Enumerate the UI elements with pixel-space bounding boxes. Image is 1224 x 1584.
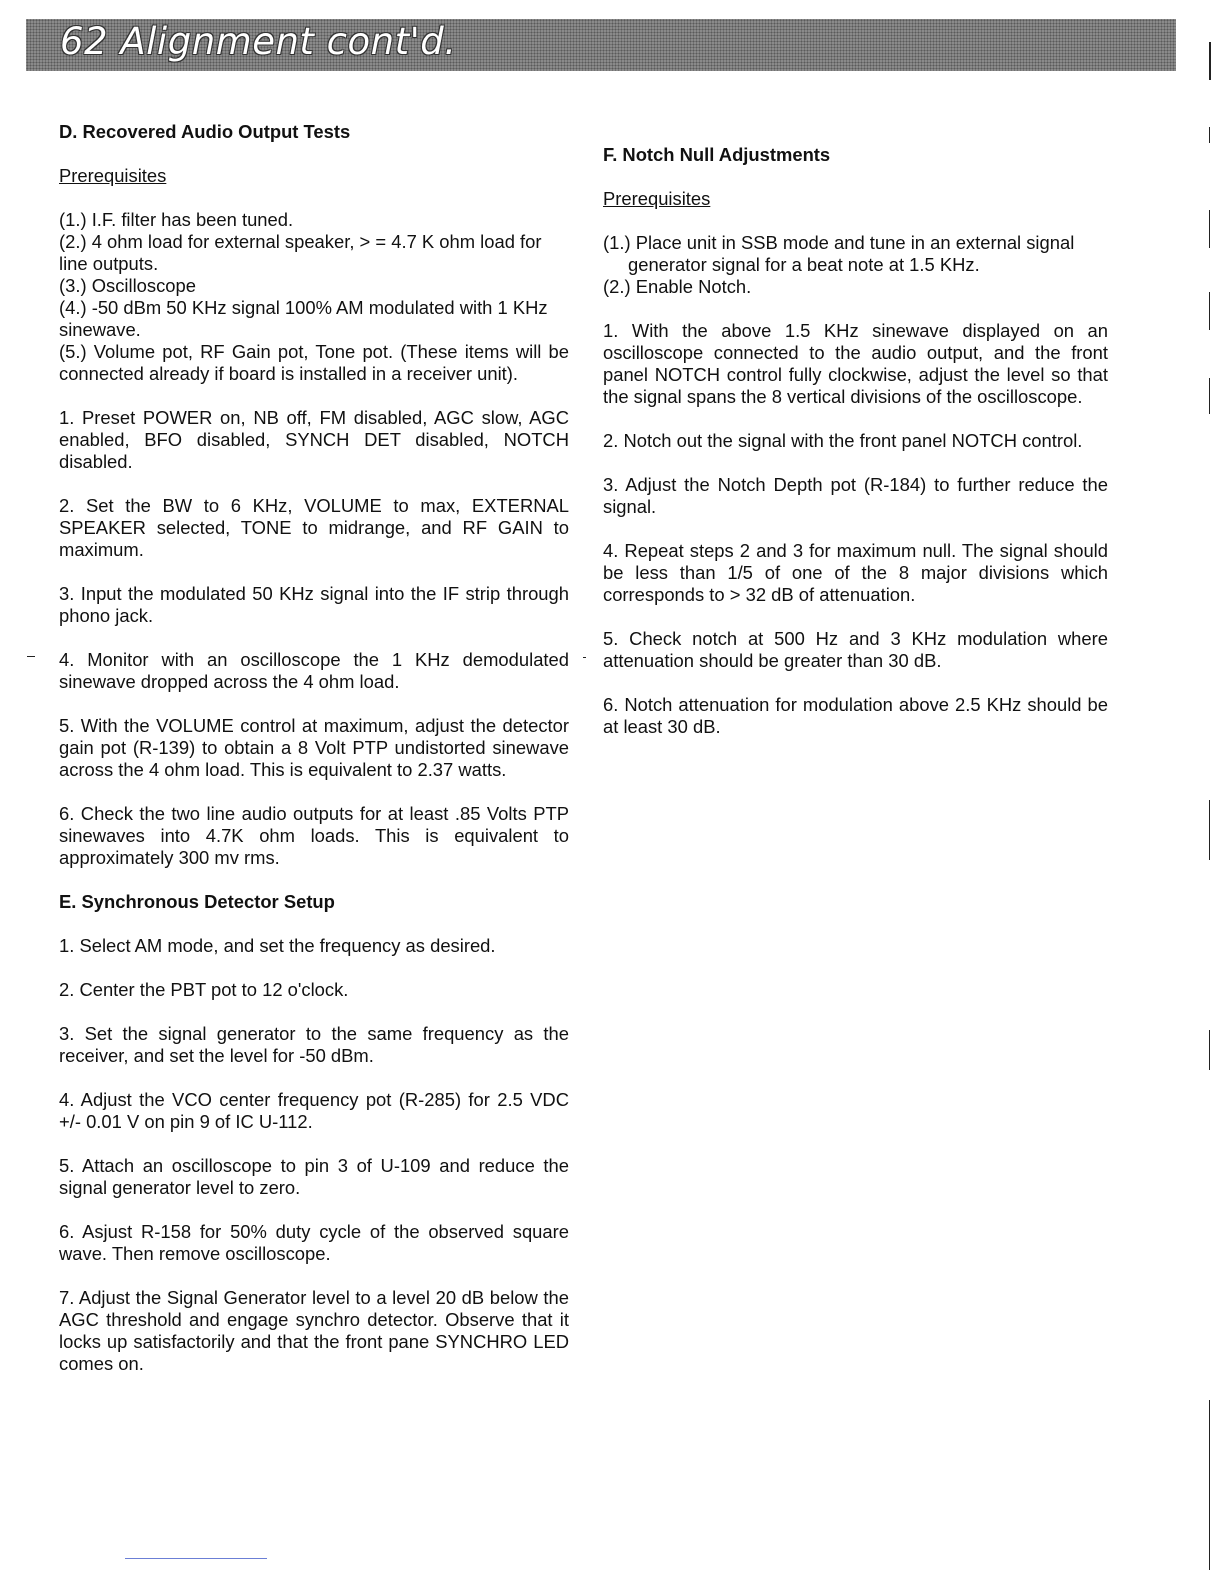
section-e-step: 2. Center the PBT pot to 12 o'clock. — [59, 979, 349, 1000]
section-f-step: 2. Notch out the signal with the front panel NOTCH control. — [603, 430, 1083, 451]
section-f-step: 1. With the above 1.5 KHz sinewave displayed on an oscilloscope connected to the audio output, and the front panel NOTCH control fully clockwise, adjust the level so that the signal spans the 8 vertical divisions of the oscilloscope. — [603, 320, 1108, 407]
section-e-step: 4. Adjust the VCO center frequency pot (R-285) for 2.5 VDC +/- 0.01 V on pin 9 of IC U-112. — [59, 1089, 569, 1132]
list-item: (1.) I.F. filter has been tuned. — [59, 209, 294, 230]
section-f-prereq-list — [603, 232, 1108, 298]
list-item: (4.) -50 dBm 50 KHz signal 100% AM modulated with 1 KHz sinewave. — [59, 297, 548, 340]
section-f-step: 3. Adjust the Notch Depth pot (R-184) to further reduce the signal. — [603, 474, 1108, 517]
section-e-heading: E. Synchronous Detector Setup — [59, 891, 335, 912]
scan-edge-mark — [1209, 292, 1210, 330]
section-d-step: 6. Check the two line audio outputs for at least .85 Volts PTP sinewaves into 4.7K ohm loads. This is equivalent to approximately 300 mv rms. — [59, 803, 569, 868]
section-d-step: 2. Set the BW to 6 KHz, VOLUME to max, EXTERNAL SPEAKER selected, TONE to midrange, and RF GAIN to maximum. — [59, 495, 569, 560]
section-e-step: 7. Adjust the Signal Generator level to a level 20 dB below the AGC threshold and engage synchro detector. Observe that it locks up satisfactorily and that the front pane SYNCHRO LED comes on. — [59, 1287, 569, 1374]
left-column — [59, 121, 569, 1375]
scan-edge-mark — [1209, 1400, 1210, 1570]
list-item: (2.) 4 ohm load for external speaker, > = 4.7 K ohm load for line outputs. — [59, 231, 542, 274]
list-item: (2.) Enable Notch. — [603, 276, 752, 297]
page-title: 62 Alignment cont'd. — [60, 20, 457, 63]
section-f-heading: F. Notch Null Adjustments — [603, 144, 831, 165]
section-d-step: 5. With the VOLUME control at maximum, adjust the detector gain pot (R-139) to obtain a 8 Volt PTP undistorted sinewave across the 4 ohm load. This is equivalent to 2.37 watts. — [59, 715, 569, 780]
section-e-step: 3. Set the signal generator to the same frequency as the receiver, and set the level for -50 dBm. — [59, 1023, 569, 1066]
section-d-prereq-list — [59, 209, 569, 385]
section-e-step: 6. Asjust R-158 for 50% duty cycle of the observed square wave. Then remove oscilloscope. — [59, 1221, 569, 1264]
section-d-heading: D. Recovered Audio Output Tests — [59, 121, 351, 142]
bottom-rule — [125, 1558, 267, 1559]
list-item: (3.) Oscilloscope — [59, 275, 196, 296]
scan-edge-mark — [1209, 42, 1211, 80]
section-f-step: 4. Repeat steps 2 and 3 for maximum null. The signal should be less than 1/5 of one of the 8 major divisions which corresponds to > 32 dB of attenuation. — [603, 540, 1108, 605]
list-item: (5.) Volume pot, RF Gain pot, Tone pot. (These items will be connected already if board is installed in a receiver unit). — [59, 341, 569, 384]
scan-edge-mark — [1209, 127, 1210, 143]
scan-edge-mark — [1209, 1030, 1210, 1070]
margin-dash — [27, 656, 35, 657]
section-f-step: 5. Check notch at 500 Hz and 3 KHz modulation where attenuation should be greater than 30 dB. — [603, 628, 1108, 671]
list-item: (1.) Place unit in SSB mode and tune in an external signal generator signal for a beat note at 1.5 KHz. — [603, 232, 1075, 275]
scan-edge-mark — [1209, 800, 1210, 860]
section-e-step: 5. Attach an oscilloscope to pin 3 of U-109 and reduce the signal generator level to zero. — [59, 1155, 569, 1198]
margin-dash — [583, 657, 586, 658]
scan-edge-mark — [1209, 378, 1210, 414]
section-e-step: 1. Select AM mode, and set the frequency as desired. — [59, 935, 496, 956]
section-d-step: 4. Monitor with an oscilloscope the 1 KHz demodulated sinewave dropped across the 4 ohm load. — [59, 649, 569, 692]
section-d-step: 3. Input the modulated 50 KHz signal into the IF strip through phono jack. — [59, 583, 569, 626]
section-d-step: 1. Preset POWER on, NB off, FM disabled, AGC slow, AGC enabled, BFO disabled, SYNCH DET disabled, NOTCH disabled. — [59, 407, 569, 472]
header-banner — [26, 19, 1176, 71]
section-f-step: 6. Notch attenuation for modulation above 2.5 KHz should be at least 30 dB. — [603, 694, 1108, 737]
section-f-prereq-label: Prerequisites — [603, 188, 711, 209]
right-column — [603, 144, 1108, 738]
scan-edge-mark — [1209, 210, 1210, 248]
section-d-prereq-label: Prerequisites — [59, 165, 167, 186]
